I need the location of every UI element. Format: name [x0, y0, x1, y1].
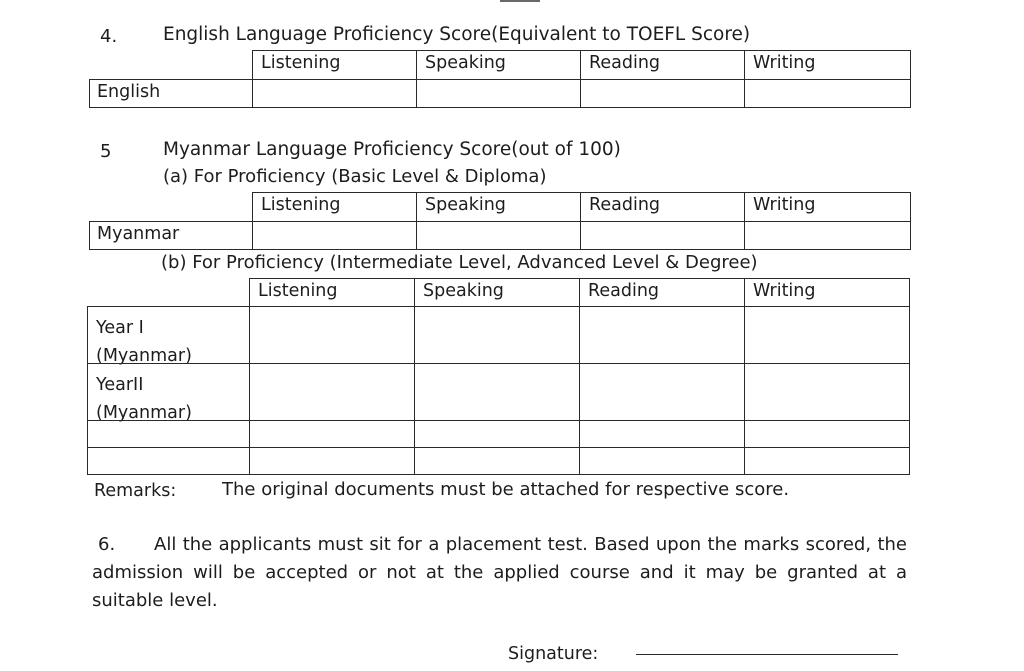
year-2-reading-score[interactable] [579, 363, 745, 421]
year-2-label-line2: (Myanmar) [96, 403, 192, 423]
year-2-writing-score[interactable] [744, 363, 910, 421]
myanmar-a-listening-score[interactable] [252, 221, 417, 250]
myanmar-a-row-label: Myanmar [89, 221, 253, 250]
english-reading-score[interactable] [580, 79, 745, 108]
section-5-title: Myanmar Language Proficiency Score(out of 100) [163, 139, 621, 160]
remarks-label: Remarks: [94, 481, 177, 501]
english-header-speaking: Speaking [416, 50, 581, 80]
myanmar-a-header-reading: Reading [580, 192, 745, 222]
section-6-text: All the applicants must sit for a placement test. Based upon the marks scored, the admission will be accepted or not at the applied course and it may be granted at a suitable level. [92, 534, 907, 611]
myanmar-b-header-listening: Listening [249, 278, 415, 307]
signature-label: Signature: [508, 644, 599, 664]
empty-row-1-speaking[interactable] [414, 420, 580, 448]
myanmar-a-speaking-score[interactable] [416, 221, 581, 250]
year-1-label-line2: (Myanmar) [96, 346, 192, 366]
year-1-label-line1: Year I [96, 318, 144, 338]
empty-row-2-listening[interactable] [249, 447, 415, 475]
year-1-row-label [87, 306, 250, 364]
section-5b-subtitle: (b) For Proficiency (Intermediate Level, Advanced Level & Degree) [161, 252, 758, 273]
empty-row-1-reading[interactable] [579, 420, 745, 448]
empty-row-1-listening[interactable] [249, 420, 415, 448]
remarks-text: The original documents must be attached for respective score. [222, 479, 790, 500]
year-2-listening-score[interactable] [249, 363, 415, 421]
english-row-label: English [89, 79, 253, 108]
section-5a-subtitle: (a) For Proficiency (Basic Level & Diploma) [163, 166, 547, 187]
myanmar-b-header-reading: Reading [579, 278, 745, 307]
year-2-row-label [87, 363, 250, 421]
english-header-listening: Listening [252, 50, 417, 80]
section-4-title: English Language Proficiency Score(Equivalent to TOEFL Score) [163, 24, 751, 45]
empty-row-1-writing[interactable] [744, 420, 910, 448]
section-6-number: 6. [98, 534, 116, 555]
year-1-writing-score[interactable] [744, 306, 910, 364]
empty-row-2-writing[interactable] [744, 447, 910, 475]
section-5-number: 5 [100, 141, 112, 162]
year-1-reading-score[interactable] [579, 306, 745, 364]
year-2-speaking-score[interactable] [414, 363, 580, 421]
myanmar-a-header-speaking: Speaking [416, 192, 581, 222]
signature-line[interactable] [636, 654, 898, 655]
english-listening-score[interactable] [252, 79, 417, 108]
empty-row-2-label[interactable] [87, 447, 250, 475]
empty-row-2-reading[interactable] [579, 447, 745, 475]
myanmar-b-header-writing: Writing [744, 278, 910, 307]
myanmar-a-header-listening: Listening [252, 192, 417, 222]
year-2-label-line1: YearII [96, 375, 144, 395]
page-top-mark [500, 0, 540, 2]
myanmar-a-header-writing: Writing [744, 192, 911, 222]
myanmar-b-header-speaking: Speaking [414, 278, 580, 307]
myanmar-a-reading-score[interactable] [580, 221, 745, 250]
year-1-listening-score[interactable] [249, 306, 415, 364]
english-header-reading: Reading [580, 50, 745, 80]
english-header-writing: Writing [744, 50, 911, 80]
section-4-number: 4. [100, 26, 118, 47]
year-1-speaking-score[interactable] [414, 306, 580, 364]
empty-row-1-label[interactable] [87, 420, 250, 448]
section-6-paragraph [92, 531, 907, 615]
english-speaking-score[interactable] [416, 79, 581, 108]
empty-row-2-speaking[interactable] [414, 447, 580, 475]
english-writing-score[interactable] [744, 79, 911, 108]
myanmar-a-writing-score[interactable] [744, 221, 911, 250]
